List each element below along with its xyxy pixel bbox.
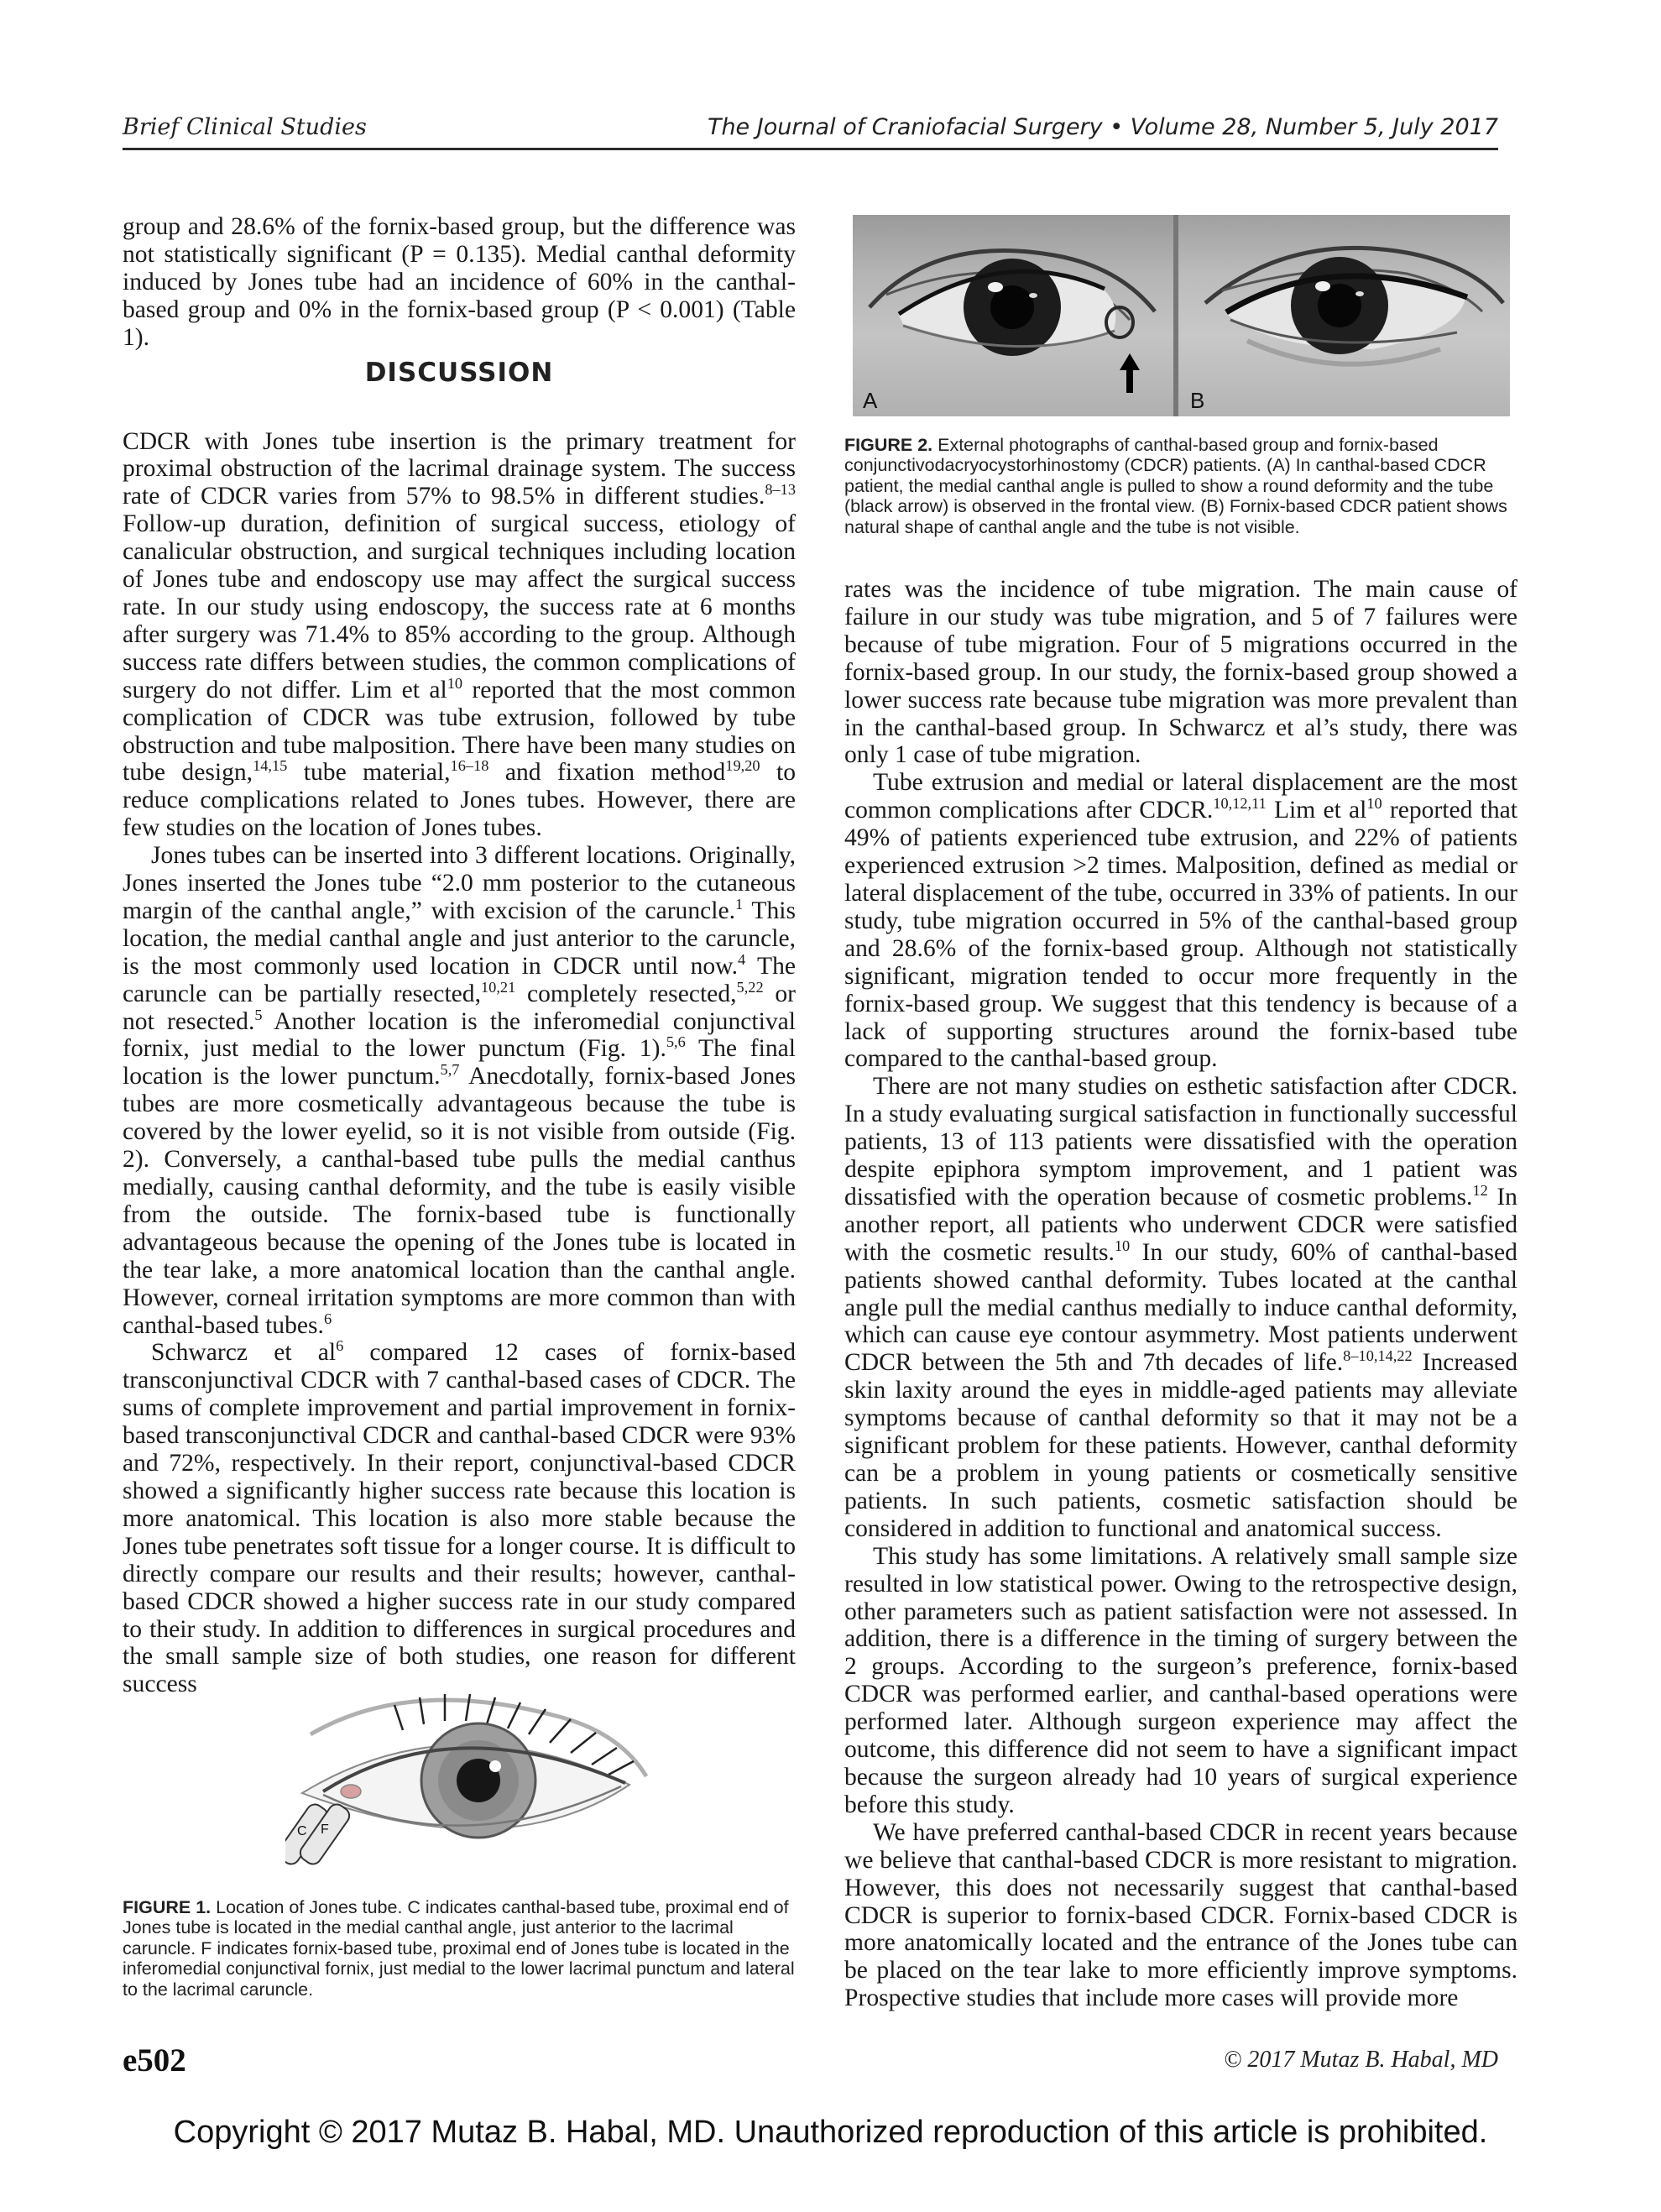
- citation: 4: [738, 950, 746, 968]
- citation: 6: [323, 1310, 332, 1327]
- header-rule: [123, 148, 1498, 150]
- citation: 1: [735, 896, 744, 913]
- right-paragraph-4: This study has some limitations. A relatively small sample size resulted in low statistical power. Owing to the retrospective design, other parameters such as patient satisfaction were not assessed. In addition, there is a difference in the timing of surgery between the 2 groups. According to the surgeon’s preference, fornix-based CDCR was performed earlier, and canthal-based operations were performed later. Although surgeon experience may affect the outcome, this difference did not seem to have a significant impact because the surgeon already had 10 years of surgical experience before this study.: [844, 1542, 1517, 1818]
- tube-label-f: F: [321, 1822, 329, 1837]
- running-header-section: Brief Clinical Studies: [123, 114, 367, 140]
- eye-photo-b: [1205, 248, 1503, 363]
- citation: 14,15: [253, 757, 288, 775]
- citation: 10: [1366, 795, 1382, 813]
- citation: 10,12,11: [1213, 795, 1267, 813]
- discussion-paragraph-2: Jones tubes can be inserted into 3 different locations. Originally, Jones inserted the Jones tube “2.0 mm posterior to the cutaneous margin of the canthal angle,” with excision of the caruncle.$^1$ This location, the medial canthal angle and just anterior to the caruncle, is the most commonly used location in CDCR until now.$^4$ The caruncle can be partially resected,$^{10,21}$ completely resected,$^{5,22}$ or not resected.$^5$ Another location is the inferomedial conjunctival fornix, just medial to the lower punctum (Fig. 1).$^{5,6}$ The final location is the lower punctum.$^{5,7}$ Anecdotally, fornix-based Jones tubes are more cosmetically advantageous because the tube is covered by the lower eyelid, so it is not visible from outside (Fig. 2). Conversely, a canthal-based tube pulls the medial canthus medially, causing canthal deformity, and the tube is easily visible from the outside. The fornix-based tube is functionally advantageous because the opening of the Jones tube is located in the tear lake, a more anatomical location than the canthal angle. However, corneal irritation symptoms are more common than with canthal-based tubes.$^6$: [123, 842, 797, 1339]
- citation: 5: [254, 1006, 263, 1023]
- running-header-journal: The Journal of Craniofacial Surgery • Volume 28, Number 5, July 2017: [707, 114, 1498, 140]
- citation: 10,21: [481, 978, 516, 996]
- copyright-banner: Copyright © 2017 Mutaz B. Habal, MD. Unauthorized reproduction of this article is prohibited.: [173, 2115, 1488, 2150]
- citation: 16–18: [450, 757, 489, 775]
- right-paragraph-1: rates was the incidence of tube migration. The main cause of failure in our study was tube migration, and 5 of 7 failures were because of tube migration. Four of 5 migrations occurred in the fornix-based group. In our study, the fornix-based group showed a lower success rate because tube migration was more prevalent than in the canthal-based group. In Schwarcz et al’s study, there was only 1 case of tube migration.: [844, 576, 1517, 769]
- figure-2-caption: FIGURE 2. External photographs of canthal-based group and fornix-based conjunctivodacryocystorhinostomy (CDCR) patients. (A) In canthal-based CDCR patient, the medial canthal angle is pulled to show a round deformity and the tube (black arrow) is observed in the frontal view. (B) Fornix-based CDCR patient shows natural shape of canthal angle and the tube is not visible.: [844, 435, 1507, 537]
- citation: 19,20: [725, 757, 760, 775]
- citation: 6: [336, 1337, 344, 1355]
- citation: 5,22: [736, 978, 764, 996]
- page-number: e502: [123, 2042, 186, 2079]
- jones-tube-eye-drawing: [285, 1684, 650, 1881]
- figure-1-illustration: [285, 1684, 650, 1881]
- figure-1-caption-label: FIGURE 1.: [123, 1897, 212, 1917]
- panel-label-b: B: [1190, 388, 1205, 413]
- figure-2-caption-label: FIGURE 2.: [844, 435, 933, 455]
- discussion-paragraph-3: Schwarcz et $al^6$ compared 12 cases of fornix-based transconjunctival CDCR with 7 canthal-based cases of CDCR. The sums of complete improvement and partial improvement in fornix-based transconjunctival CDCR and canthal-based CDCR were 93% and 72%, respectively. In their report, conjunctival-based CDCR showed a significantly higher success rate because this location is more anatomical. This location is also more stable because the Jones tube penetrates soft tissue for a longer course. It is difficult to directly compare our results and their results; however, canthal-based CDCR showed a higher success rate in our study compared to their study. In addition to differences in surgical procedures and the small sample size of both studies, one reason for different success: [123, 1337, 796, 1698]
- figure-2-photographs: [853, 215, 1510, 416]
- right-paragraph-2: Tube extrusion and medial or lateral displacement are the most common complications after CDCR.$^{10,12,11}$ Lim et $al^{10}$ reported that 49% of patients experienced tube extrusion, and 22% of patients experienced extrusion >2 times. Malposition, defined as medial or lateral displacement of the tube, occurred in 33% of patients. In our study, tube migration occurred in 5% of the canthal-based group and 28.6% of the fornix-based group. Although not statistically significant, migration tended to occur more frequently in the fornix-based group. We suggest that this tendency is because of a lack of supporting structures around the fornix-based tube compared to the canthal-based group.: [844, 769, 1517, 1073]
- citation: 5,7: [440, 1061, 460, 1079]
- eye-photo-a: [870, 251, 1155, 394]
- intro-paragraph: group and 28.6% of the fornix-based group, but the difference was not statistically significant (P = 0.135). Medial canthal deformity induced by Jones tube had an incidence of 60% in the canthal-based group and 0% in the fornix-based group (P < 0.001) (Table 1).: [123, 213, 796, 351]
- citation: 5,6: [666, 1033, 686, 1051]
- eye-photographs-illustration: [853, 215, 1510, 416]
- figure-1-caption: FIGURE 1. Location of Jones tube. C indicates canthal-based tube, proximal end of Jones tube is located in the medial canthal angle, just anterior to the lacrimal caruncle. F indicates fornix-based tube, proximal end of Jones tube is located in the inferomedial conjunctival fornix, just medial to the lower lacrimal punctum and lateral to the lacrimal caruncle.: [123, 1897, 795, 2000]
- right-paragraph-3: There are not many studies on esthetic satisfaction after CDCR. In a study evaluating surgical satisfaction in functionally successful patients, 13 of 113 patients were dissatisfied with the operation despite epiphora symptom improvement, and 1 patient was dissatisfied with the operation because of cosmetic problems.$^{12}$ In another report, all patients who underwent CDCR were satisfied with the cosmetic results.$^{10}$ In our study, 60% of canthal-based patients showed canthal deformity. Tubes located at the canthal angle pull the medial canthus medially to induce canthal deformity, which can cause eye contour asymmetry. Most patients underwent CDCR between the 5th and 7th decades of life.$^{8-10,14,22}$ Increased skin laxity around the eyes in middle-aged patients may alleviate symptoms because of canthal deformity so that it may not be a significant problem for these patients. However, canthal deformity can be a problem in young patients or cosmetically sensitive patients. In such patients, cosmetic satisfaction should be considered in addition to functional and anatomical success.: [844, 1073, 1517, 1542]
- left-column: [123, 213, 796, 1698]
- panel-label-a: A: [863, 388, 878, 413]
- right-paragraph-5: We have preferred canthal-based CDCR in recent years because we believe that canthal-based CDCR is more resistant to migration. However, this does not necessarily suggest that canthal-based CDCR is superior to fornix-based CDCR. Fornix-based CDCR is more anatomically located and the entrance of the Jones tube can be placed on the tear lake to more efficiently improve symptoms. Prospective studies that include more cases will provide more: [844, 1818, 1517, 2012]
- citation: 8–13: [765, 481, 796, 499]
- section-heading-discussion: DISCUSSION: [364, 358, 554, 388]
- citation: 12: [1472, 1182, 1488, 1200]
- citation: 8–10,14,22: [1343, 1347, 1413, 1365]
- footer-copyright: © 2017 Mutaz B. Habal, MD: [1224, 2047, 1498, 2073]
- right-column: [844, 576, 1517, 2012]
- citation: 10: [1114, 1237, 1131, 1254]
- discussion-paragraph-1: CDCR with Jones tube insertion is the primary treatment for proximal obstruction of the lacrimal drainage system. The success rate of CDCR varies from 57% to 98.5% in different studies.$^{8-13}$ Follow-up duration, definition of surgical success, etiology of canalicular obstruction, and surgical techniques including location of Jones tube and endoscopy use may affect the surgical success rate. In our study using endoscopy, the success rate at 6 months after surgery was 71.4% to 85% according to the group. Although success rate differs between studies, the common complications of surgery do not differ. Lim et $al^{10}$ reported that the most common complication of CDCR was tube extrusion, followed by tube obstruction and tube malposition. There have been many studies on tube design,$^{14,15}$ tube material,$^{16-18}$ and fixation method$^{19,20}$ to reduce complications related to Jones tubes. However, there are few studies on the location of Jones tubes.: [123, 427, 797, 842]
- citation: 10: [447, 674, 463, 692]
- tube-label-c: C: [297, 1824, 307, 1838]
